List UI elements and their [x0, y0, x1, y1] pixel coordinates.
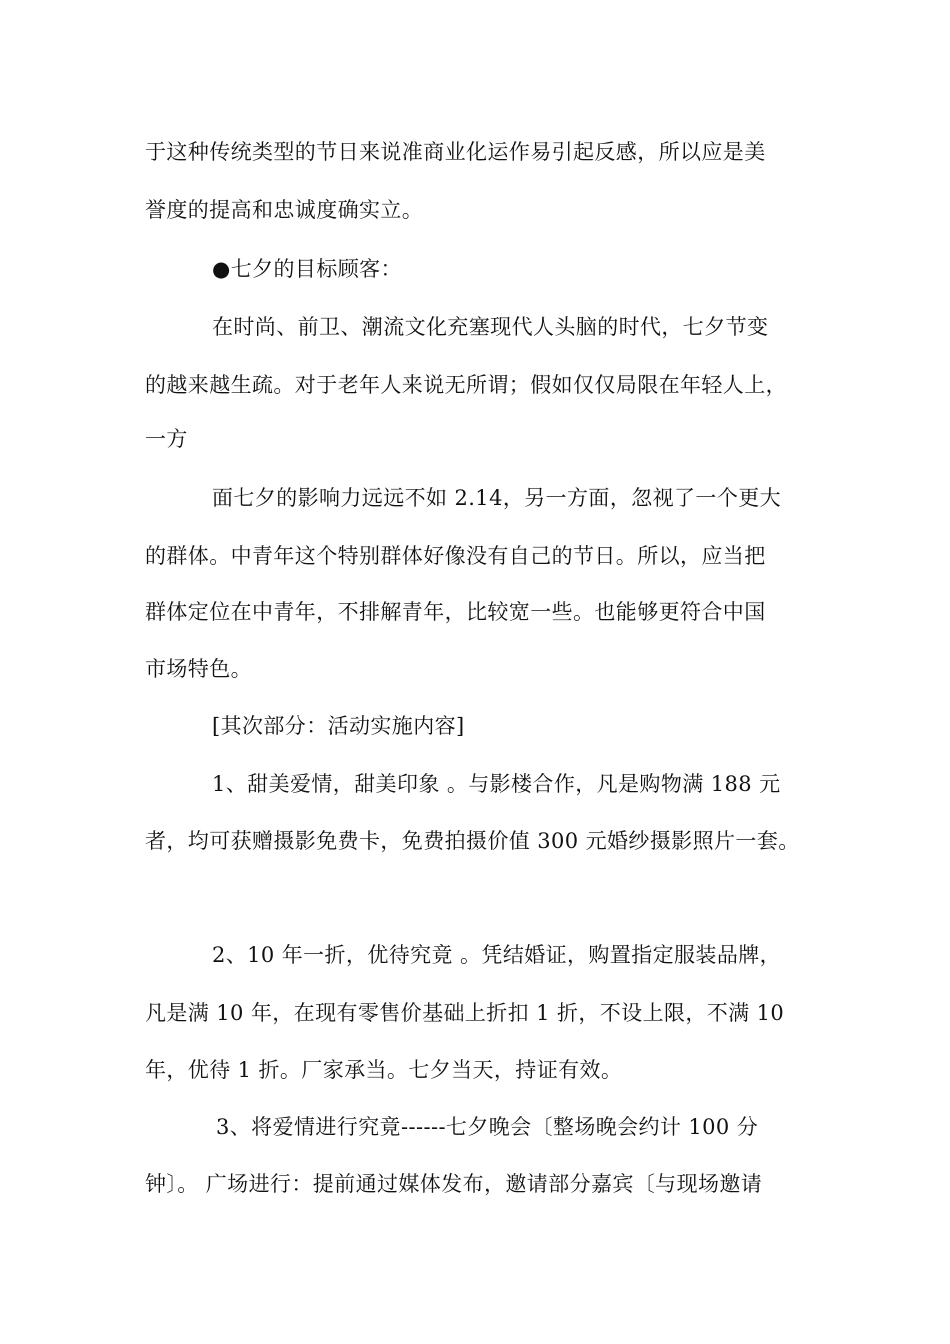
body-text-line: 者，均可获赠摄影免费卡，免费拍摄价值 300 元婚纱摄影照片一套。 [145, 829, 800, 853]
body-text-line: 市场特色。 [145, 657, 252, 681]
body-text-line: 凡是满 10 年，在现有零售价基础上折扣 1 折，不设上限，不满 10 [145, 1001, 785, 1025]
body-text-line: 年，优待 1 折。厂家承当。七夕当天，持证有效。 [145, 1058, 623, 1082]
body-text-line: 2、10 年一折，优待究竟 。凭结婚证，购置指定服装品牌， [212, 943, 782, 967]
body-text-line: 于这种传统类型的节日来说准商业化运作易引起反感，所以应是美 [145, 140, 766, 164]
body-text-line: 面七夕的影响力远远不如 2.14，另一方面，忽视了一个更大 [212, 486, 782, 510]
body-text-line: 群体定位在中青年，不排解青年，比较宽一些。也能够更符合中国 [145, 600, 766, 624]
section-heading: [其次部分：活动实施内容] [212, 714, 465, 738]
body-text-line: 一方 [145, 427, 188, 451]
body-text-line: 3、将爱情进行究竟------七夕晚会〔整场晚会约计 100 分 [216, 1115, 759, 1139]
body-text-line: 在时尚、前卫、潮流文化充塞现代人头脑的时代，七夕节变 [212, 315, 769, 339]
body-text-line: 1、甜美爱情，甜美印象 。与影楼合作，凡是购物满 188 元 [212, 772, 781, 796]
body-text-line: 的越来越生疏。对于老年人来说无所谓；假如仅仅局限在年轻人上， [145, 373, 787, 397]
body-text-line: 钟〕。 广场进行：提前通过媒体发布，邀请部分嘉宾〔与现场邀请 [145, 1172, 763, 1196]
body-text-line: 誉度的提高和忠诚度确实立。 [145, 198, 424, 222]
body-text-line: 的群体。中青年这个特别群体好像没有自己的节日。所以，应当把 [145, 544, 766, 568]
section-bullet-heading: ●七夕的目标顾客： [212, 257, 402, 281]
